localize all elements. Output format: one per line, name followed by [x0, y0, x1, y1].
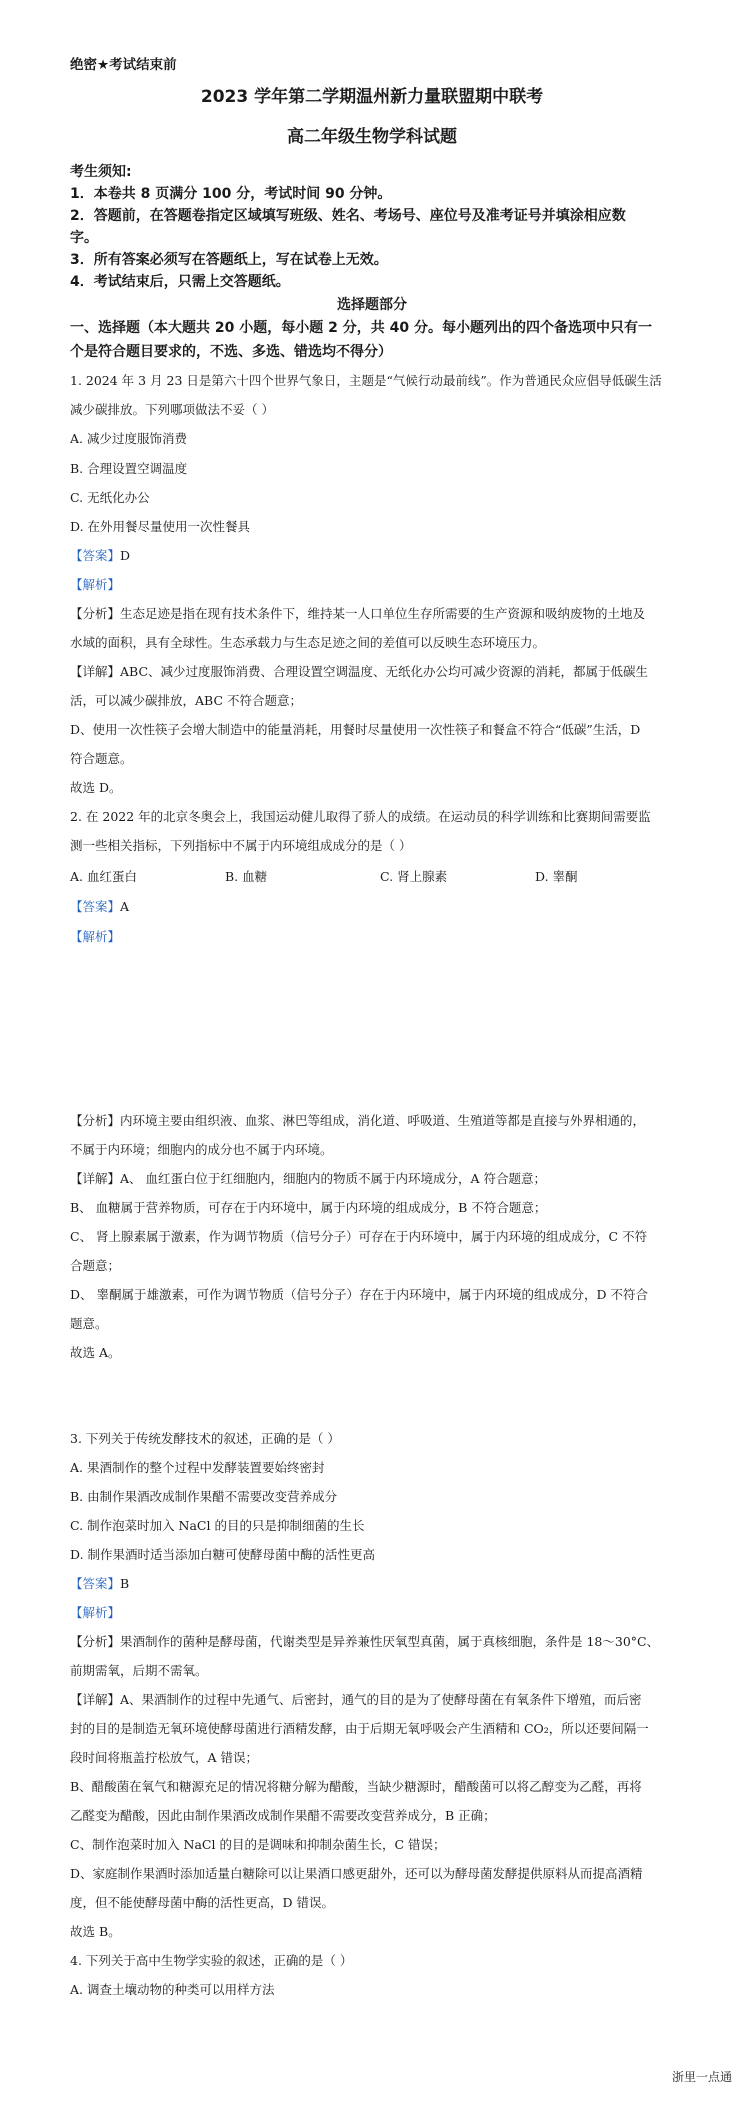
option: D. 制作果酒时适当添加白糖可使酵母菌中酶的活性更高: [70, 1547, 376, 1562]
watermark: 浙里一点通: [671, 2070, 732, 2084]
section-intro: 个是符合题目要求的，不选、多选、错选均不得分）: [70, 344, 392, 360]
answer: [70, 898, 690, 916]
notice-item: 1．本卷共 8 页满分 100 分，考试时间 90 分钟。: [70, 186, 392, 202]
option: A. 血红蛋白: [70, 869, 137, 884]
analysis-line: 【详解】A、果酒制作的过程中先通气、后密封，通气的目的是为了使酵母菌在有氧条件下增殖，而后密: [70, 1692, 642, 1707]
analysis-line: 故选 B。: [70, 1924, 121, 1939]
answer-value: D: [120, 548, 131, 563]
analysis-line: D、家庭制作果酒时添加适量白糖除可以让果酒口感更甜外，还可以为酵母菌发酵提供原料从而提高酒精: [70, 1866, 643, 1881]
option: B. 合理设置空调温度: [70, 461, 188, 476]
option: C. 制作泡菜时加入 NaCl 的目的只是抑制细菌的生长: [70, 1518, 365, 1533]
answer-value: A: [120, 899, 130, 914]
answer: [70, 547, 690, 565]
question-stem: 测一些相关指标，下列指标中不属于内环境组成成分的是（ ）: [70, 838, 412, 853]
analysis-line: 度，但不能使酵母菌中酶的活性更高，D 错误。: [70, 1895, 334, 1910]
analysis-line: 故选 D。: [70, 780, 122, 795]
analysis-line: 不属于内环境；细胞内的成分也不属于内环境。: [70, 1142, 333, 1157]
answer-label: 【答案】: [70, 899, 121, 914]
analysis-label: 【解析】: [70, 1605, 121, 1620]
question-stem: 2. 在 2022 年的北京冬奥会上，我国运动健儿取得了骄人的成绩。在运动员的科学训练和比赛期间需要监: [70, 809, 651, 824]
analysis-line: 【分析】生态足迹是指在现有技术条件下，维持某一人口单位生存所需要的生产资源和吸纳废物的土地及: [70, 606, 646, 621]
analysis-line: C、制作泡菜时加入 NaCl 的目的是调味和抑制杂菌生长，C 错误；: [70, 1837, 446, 1852]
option: A. 果酒制作的整个过程中发酵装置要始终密封: [70, 1460, 325, 1475]
answer-label: 【答案】: [70, 1576, 121, 1591]
option: C. 肾上腺素: [380, 869, 448, 884]
question-stem: 4. 下列关于高中生物学实验的叙述，正确的是（ ）: [70, 1953, 353, 1968]
analysis-label: 【解析】: [70, 929, 121, 944]
analysis-line: 【分析】果酒制作的菌种是酵母菌，代谢类型是异养兼性厌氧型真菌，属于真核细胞，条件是 18～30°C、: [70, 1634, 660, 1649]
analysis-line: D、 睾酮属于雄激素，可作为调节物质（信号分子）存在于内环境中，属于内环境的组成成分，D 不符合: [70, 1287, 648, 1302]
analysis-line: 题意。: [70, 1316, 108, 1331]
answer-value: B: [120, 1576, 130, 1591]
analysis-line: 【分析】内环境主要由组织液、血浆、淋巴等组成，消化道、呼吸道、生殖道等都是直接与外界相通的，: [70, 1113, 646, 1128]
analysis-line: 【详解】A、 血红蛋白位于红细胞内，细胞内的物质不属于内环境成分，A 符合题意；: [70, 1171, 547, 1186]
answer: [70, 1575, 690, 1593]
exam-subtitle: 高二年级生物学科试题: [287, 127, 457, 147]
secret-label: 绝密★考试结束前: [70, 57, 177, 73]
analysis-line: D、使用一次性筷子会增大制造中的能量消耗，用餐时尽量使用一次性筷子和餐盒不符合“低碳”生活，D: [70, 722, 641, 737]
option: C. 无纸化办公: [70, 490, 150, 505]
analysis-line: 符合题意。: [70, 751, 133, 766]
analysis-label: 【解析】: [70, 577, 121, 592]
analysis-line: 故选 A。: [70, 1345, 121, 1360]
analysis-line: 合题意；: [70, 1258, 121, 1273]
option-row: [70, 868, 690, 886]
analysis-line: 段时间将瓶盖拧松放气，A 错误；: [70, 1750, 259, 1765]
section-intro: 一、选择题（本大题共 20 小题，每小题 2 分，共 40 分。每小题列出的四个备选项中只有一: [70, 320, 652, 336]
question-stem: 1. 2024 年 3 月 23 日是第六十四个世界气象日，主题是“气候行动最前线”。作为普通民众应倡导低碳生活: [70, 373, 662, 388]
option: B. 血糖: [225, 869, 268, 884]
notice-item: 字。: [70, 230, 98, 246]
exam-title: 2023 学年第二学期温州新力量联盟期中联考: [200, 87, 544, 107]
option: B. 由制作果酒改成制作果醋不需要改变营养成分: [70, 1489, 338, 1504]
answer-label: 【答案】: [70, 548, 121, 563]
notice-item: 3．所有答案必须写在答题纸上，写在试卷上无效。: [70, 252, 388, 268]
analysis-line: 活，可以减少碳排放，ABC 不符合题意；: [70, 693, 302, 708]
analysis-line: 前期需氧，后期不需氧。: [70, 1663, 208, 1678]
notice-heading: 考生须知:: [70, 164, 132, 180]
analysis-line: 封的目的是制造无氧环境使酵母菌进行酒精发酵，由于后期无氧呼吸会产生酒精和 CO₂，所以还要间隔一: [70, 1721, 649, 1736]
analysis-line: B、 血糖属于营养物质，可存在于内环境中，属于内环境的组成成分，B 不符合题意；: [70, 1200, 547, 1215]
analysis-line: 【详解】ABC、减少过度服饰消费、合理设置空调温度、无纸化办公均可减少资源的消耗，都属于低碳生: [70, 664, 649, 679]
analysis-line: 乙醛变为醋酸，因此由制作果酒改成制作果醋不需要改变营养成分，B 正确；: [70, 1808, 496, 1823]
section-title: 选择题部分: [337, 297, 407, 313]
analysis-line: B、醋酸菌在氧气和糖源充足的情况将糖分解为醋酸，当缺少糖源时，醋酸菌可以将乙醇变为乙醛，再将: [70, 1779, 642, 1794]
notice-item: 2．答题前，在答题卷指定区域填写班级、姓名、考场号、座位号及准考证号并填涂相应数: [70, 208, 626, 224]
analysis-line: 水域的面积，具有全球性。生态承载力与生态足迹之间的差值可以反映生态环境压力。: [70, 635, 546, 650]
option: D. 睾酮: [535, 869, 578, 884]
question-stem: 3. 下列关于传统发酵技术的叙述，正确的是（ ）: [70, 1431, 340, 1446]
analysis-line: C、 肾上腺素属于激素，作为调节物质（信号分子）可存在于内环境中，属于内环境的组成成分，C 不符: [70, 1229, 648, 1244]
option: A. 减少过度服饰消费: [70, 431, 187, 446]
option: D. 在外用餐尽量使用一次性餐具: [70, 519, 251, 534]
notice-item: 4．考试结束后，只需上交答题纸。: [70, 274, 290, 290]
option: A. 调查土壤动物的种类可以用样方法: [70, 1982, 275, 1997]
question-stem: 减少碳排放。下列哪项做法不妥（ ）: [70, 402, 274, 417]
